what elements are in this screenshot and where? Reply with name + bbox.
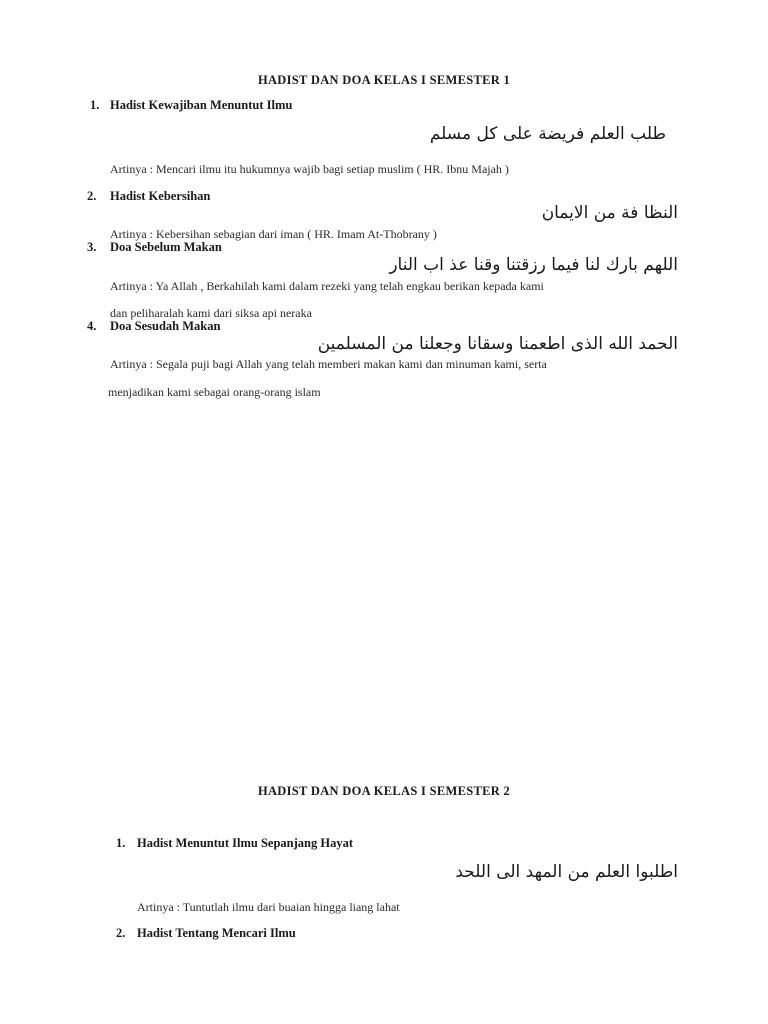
item-number: 1. [116, 836, 126, 850]
arabic-text: طلب العلم فريضة على كل مسلم [429, 124, 666, 144]
meaning-text: Artinya : Tuntutlah ilmu dari buaian hingga liang lahat [137, 900, 400, 914]
meaning-text: Artinya : Kebersihan sebagian dari iman ( HR. Imam At-Thobrany ) [110, 227, 437, 241]
item-heading: Hadist Tentang Mencari Ilmu [137, 926, 296, 940]
item-number: 3. [87, 240, 97, 254]
semester-1-title: HADIST DAN DOA KELAS I SEMESTER 1 [257, 73, 511, 87]
item-heading: Hadist Menuntut Ilmu Sepanjang Hayat [137, 836, 354, 850]
semester-2-title: HADIST DAN DOA KELAS I SEMESTER 2 [257, 784, 511, 798]
meaning-text: Artinya : Ya Allah , Berkahilah kami dalam rezeki yang telah engkau berikan kepada kami [110, 279, 544, 293]
meaning-text: Artinya : Mencari ilmu itu hukumnya wajib bagi setiap muslim ( HR. Ibnu Majah ) [110, 162, 509, 176]
meaning-text: menjadikan kami sebagai orang-orang islam [108, 385, 321, 399]
meaning-text: Artinya : Segala puji bagi Allah yang telah memberi makan kami dan minuman kami, serta [110, 357, 547, 371]
meaning-text: dan peliharalah kami dari siksa api neraka [110, 306, 312, 320]
arabic-text: اللهم بارك لنا فيما رزقتنا وقنا عذ اب النار [389, 255, 678, 275]
item-number: 1. [90, 98, 100, 112]
item-number: 2. [87, 189, 97, 203]
item-heading: Hadist Kebersihan [110, 189, 211, 203]
item-number: 2. [116, 926, 126, 940]
item-heading: Hadist Kewajiban Menuntut Ilmu [110, 98, 293, 112]
item-heading: Doa Sesudah Makan [110, 319, 221, 333]
arabic-text: النظا فة من الايمان [541, 203, 678, 223]
item-heading: Doa Sebelum Makan [110, 240, 222, 254]
arabic-text: اطلبوا العلم من المهد الى اللحد [455, 862, 678, 882]
item-number: 4. [87, 319, 97, 333]
arabic-text: الحمد الله الذى اطعمنا وسقانا وجعلنا من المسلمين [317, 334, 678, 354]
